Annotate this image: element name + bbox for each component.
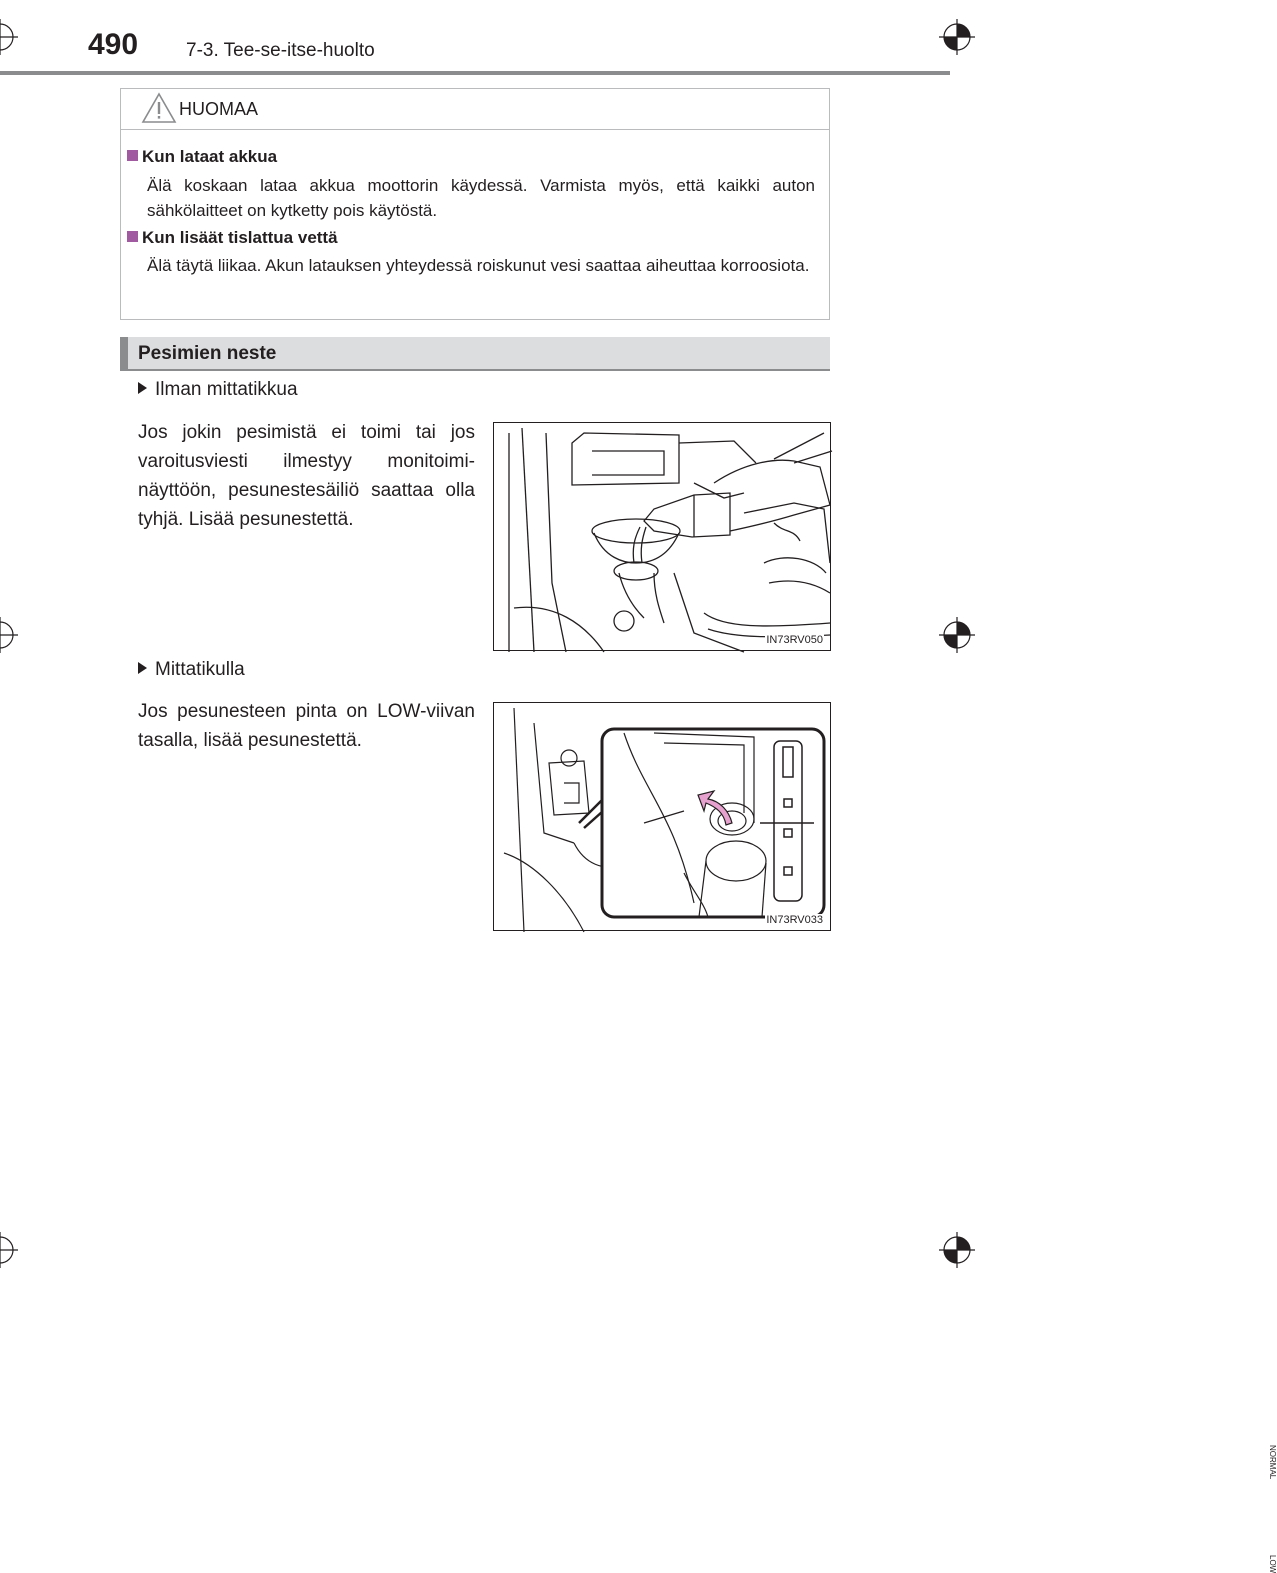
registration-mark <box>0 617 18 653</box>
notice-item-heading: Kun lataat akkua <box>127 147 277 167</box>
notice-box <box>120 88 830 320</box>
subsection-text: Jos jokin pesimistä ei toimi tai jos varoitusviesti ilmestyy monitoimi-näyttöön, pesunestesäiliö saattaa olla tyhjä. Lisää pesunestettä. <box>138 422 475 530</box>
page-number: 490 <box>88 28 139 61</box>
header-rule <box>0 71 950 75</box>
section-heading: Pesimien neste <box>138 343 277 364</box>
figure-refill-without-dipstick <box>493 422 831 651</box>
registration-mark <box>939 19 975 55</box>
figure-code: IN73RV050 <box>766 634 823 646</box>
notice-item-heading: Kun lisäät tislattua vettä <box>127 228 338 248</box>
triangle-bullet-icon <box>138 662 147 674</box>
notice-title: HUOMAA <box>179 99 259 119</box>
notice-item-text: Älä koskaan lataa akkua moottorin käydessä. Varmista myös, että kaikki auton sähkölaitteet on kytketty pois käytöstä. <box>147 176 815 220</box>
registration-mark <box>939 617 975 653</box>
notice-header <box>121 89 829 130</box>
subsection-heading: Mittatikulla <box>138 659 245 681</box>
warning-triangle-icon <box>141 91 177 125</box>
registration-mark <box>0 19 18 55</box>
square-bullet-icon <box>127 231 138 242</box>
registration-mark <box>0 1232 18 1268</box>
figure-code: IN73RV033 <box>766 914 823 926</box>
notice-item-text: Älä täytä liikaa. Akun latauksen yhteydessä roiskunut vesi saattaa aiheuttaa korroosiota. <box>147 256 810 275</box>
gauge-label-low: LOW <box>1268 1555 1277 1573</box>
registration-mark <box>939 1232 975 1268</box>
gauge-label-normal: NORMAL <box>1268 1445 1277 1480</box>
square-bullet-icon <box>127 150 138 161</box>
chapter-title: 7-3. Tee-se-itse-huolto <box>186 40 375 61</box>
section-accent <box>120 337 128 369</box>
washer-refill-illustration <box>494 423 832 652</box>
subsection-heading: Ilman mittatikkua <box>138 379 298 401</box>
triangle-bullet-icon <box>138 382 147 394</box>
dipstick-illustration <box>494 703 832 932</box>
figure-refill-with-dipstick <box>493 702 1277 1573</box>
subsection-text: Jos pesunesteen pinta on LOW-viivan tasalla, lisää pesunestettä. <box>138 701 475 751</box>
section-heading-bar <box>120 337 830 371</box>
